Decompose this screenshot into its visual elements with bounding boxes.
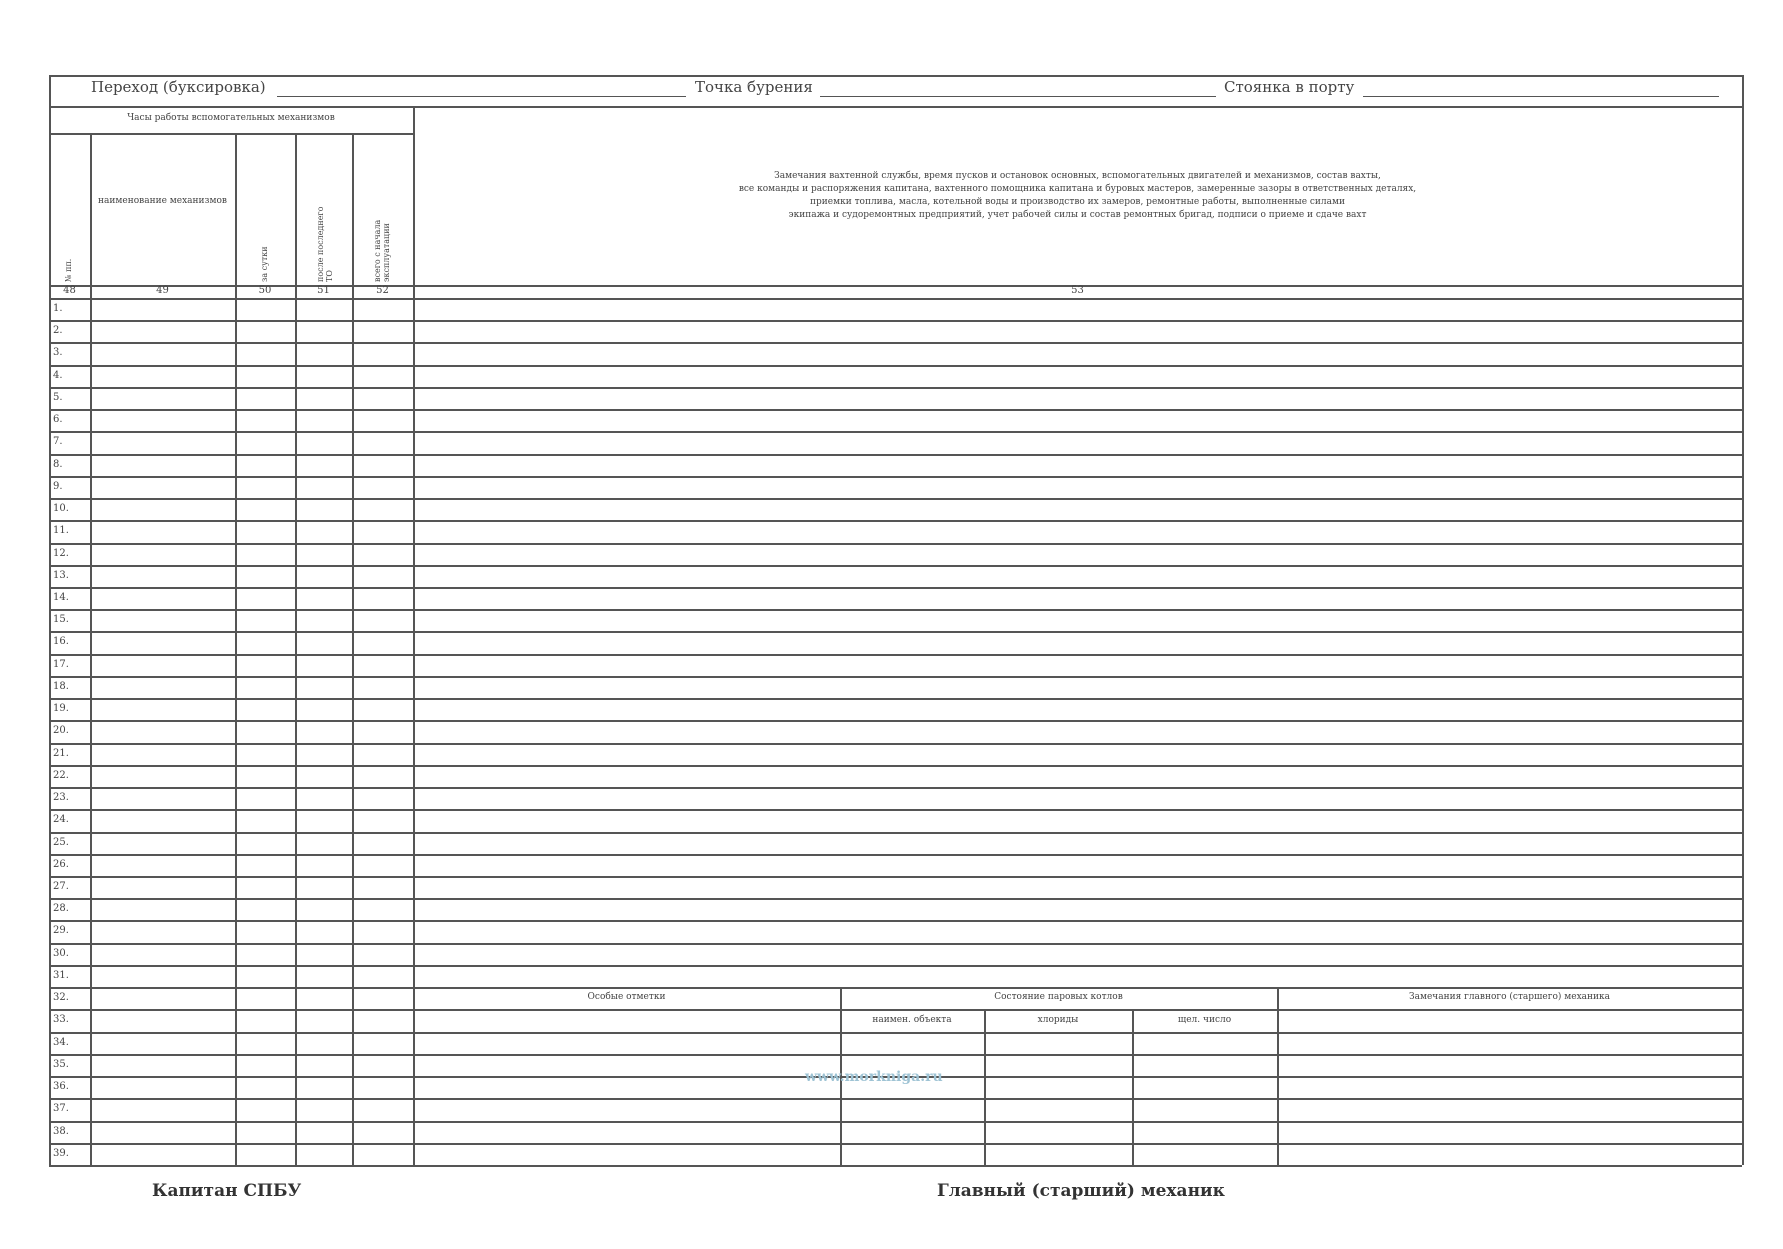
row-line [49, 1143, 1742, 1145]
row-number: 32. [53, 992, 69, 1003]
grid-line [49, 106, 1742, 108]
row-number: 14. [53, 592, 69, 603]
col-per-day-header: за сутки [260, 246, 269, 282]
row-line [49, 720, 1742, 722]
row-number: 30. [53, 948, 69, 959]
port-stay-label: Стоянка в порту [1224, 78, 1355, 96]
row-line [49, 431, 1742, 433]
drilling-point-field[interactable] [820, 96, 1216, 97]
row-line [49, 1009, 1742, 1011]
row-line [49, 543, 1742, 545]
row-number: 35. [53, 1059, 69, 1070]
row-line [49, 943, 1742, 945]
row-number: 31. [53, 970, 69, 981]
row-line [49, 587, 1742, 589]
row-number: 19. [53, 703, 69, 714]
row-number: 5. [53, 392, 63, 403]
row-line [49, 920, 1742, 922]
row-line [49, 743, 1742, 745]
row-number: 28. [53, 903, 69, 914]
remarks-header-line: Замечания вахтенной службы, время пусков и остановок основных, вспомогательных двигателей и механизмов, состав вахты, [774, 171, 1381, 181]
column-number: 50 [258, 285, 272, 296]
row-number: 11. [53, 525, 69, 536]
row-number: 3. [53, 347, 63, 358]
row-line [49, 342, 1742, 344]
row-line [49, 631, 1742, 633]
grid-line [413, 106, 415, 1165]
row-line [49, 854, 1742, 856]
transition-field[interactable] [277, 96, 686, 97]
chief-engineer-signature-label: Главный (старший) механик [937, 1181, 1225, 1201]
row-line [49, 1032, 1742, 1034]
col-since-to-header: после последнего ТО [316, 206, 334, 282]
row-line [49, 809, 1742, 811]
row-number: 1. [53, 303, 63, 314]
row-number: 23. [53, 792, 69, 803]
row-line [49, 365, 1742, 367]
object-name-header: наимен. объекта [872, 1015, 952, 1025]
col-total-header: всего с начала эксплуатации [373, 219, 391, 282]
row-number: 27. [53, 881, 69, 892]
row-line [49, 498, 1742, 500]
row-number: 4. [53, 370, 63, 381]
row-number: 15. [53, 614, 69, 625]
row-number: 33. [53, 1014, 69, 1025]
alkalinity-header: щел. число [1177, 1015, 1232, 1025]
row-line [49, 1054, 1742, 1056]
row-number: 16. [53, 636, 69, 647]
row-number: 25. [53, 837, 69, 848]
transition-label: Переход (буксировка) [91, 78, 266, 96]
col-remarks-header [413, 170, 1742, 222]
row-number: 12. [53, 548, 69, 559]
row-line [49, 1121, 1742, 1123]
row-line [49, 409, 1742, 411]
row-number: 7. [53, 436, 63, 447]
row-line [49, 832, 1742, 834]
remarks-header-line: все команды и распоряжения капитана, вахтенного помощника капитана и буровых мастеров, замеренные зазоры в ответственных деталях, [738, 184, 1417, 194]
row-line [49, 698, 1742, 700]
row-line [49, 654, 1742, 656]
row-number: 6. [53, 414, 63, 425]
watermark: www.morkniga.ru [805, 1069, 943, 1085]
row-number: 21. [53, 748, 69, 759]
column-number: 49 [156, 285, 169, 296]
row-line [49, 876, 1742, 878]
boiler-state-header: Состояние паровых котлов [994, 992, 1123, 1002]
row-number: 9. [53, 481, 63, 492]
row-number: 37. [53, 1103, 69, 1114]
row-line [49, 787, 1742, 789]
row-line [49, 965, 1742, 967]
chlorides-header: хлориды [1037, 1015, 1079, 1025]
special-notes-header: Особые отметки [587, 992, 666, 1002]
row-line [49, 454, 1742, 456]
row-line [49, 676, 1742, 678]
row-number: 17. [53, 659, 69, 670]
row-line [49, 609, 1742, 611]
table-border-top [49, 75, 1742, 77]
col-name-header: наименование механизмов [98, 196, 227, 206]
aux-hours-title: Часы работы вспомогательных механизмов [127, 113, 335, 123]
row-number: 36. [53, 1081, 69, 1092]
grid-line [984, 1009, 986, 1165]
row-number: 24. [53, 814, 69, 825]
row-number: 34. [53, 1037, 69, 1048]
row-number: 18. [53, 681, 69, 692]
grid-line [1132, 1009, 1134, 1165]
drilling-point-label: Точка бурения [695, 78, 813, 96]
remarks-header-line: приемки топлива, масла, котельной воды и производство их замеров, ремонтные работы, выполненные силами [810, 197, 1345, 207]
row-line [49, 765, 1742, 767]
port-stay-field[interactable] [1363, 96, 1719, 97]
row-number: 2. [53, 325, 63, 336]
row-number: 26. [53, 859, 69, 870]
row-number: 10. [53, 503, 69, 514]
row-number: 13. [53, 570, 69, 581]
row-line [49, 520, 1742, 522]
row-number: 22. [53, 770, 69, 781]
grid-line [49, 133, 413, 135]
row-line [49, 387, 1742, 389]
chief-notes-header: Замечания главного (старшего) механика [1408, 992, 1611, 1002]
col-num-header: № пп. [64, 258, 73, 282]
column-number: 52 [376, 285, 389, 296]
row-line [49, 565, 1742, 567]
grid-line [1277, 987, 1279, 1165]
column-number: 48 [63, 285, 76, 296]
row-line [49, 320, 1742, 322]
grid-line [49, 298, 1742, 300]
column-number: 51 [317, 285, 330, 296]
row-number: 20. [53, 725, 69, 736]
row-number: 8. [53, 459, 63, 470]
remarks-header-line: экипажа и судоремонтных предприятий, учет рабочей силы и состав ремонтных бригад, подписи о приеме и сдаче вахт [788, 210, 1367, 220]
row-line [49, 898, 1742, 900]
captain-signature-label: Капитан СПБУ [152, 1181, 302, 1201]
column-number: 53 [1071, 285, 1084, 296]
row-line [49, 1098, 1742, 1100]
row-line [49, 1165, 1742, 1167]
row-number: 29. [53, 925, 69, 936]
row-line [49, 987, 1742, 989]
table-border-left [49, 75, 51, 1165]
table-border-right [1742, 75, 1744, 1165]
row-line [49, 476, 1742, 478]
row-number: 38. [53, 1126, 69, 1137]
row-number: 39. [53, 1148, 69, 1159]
